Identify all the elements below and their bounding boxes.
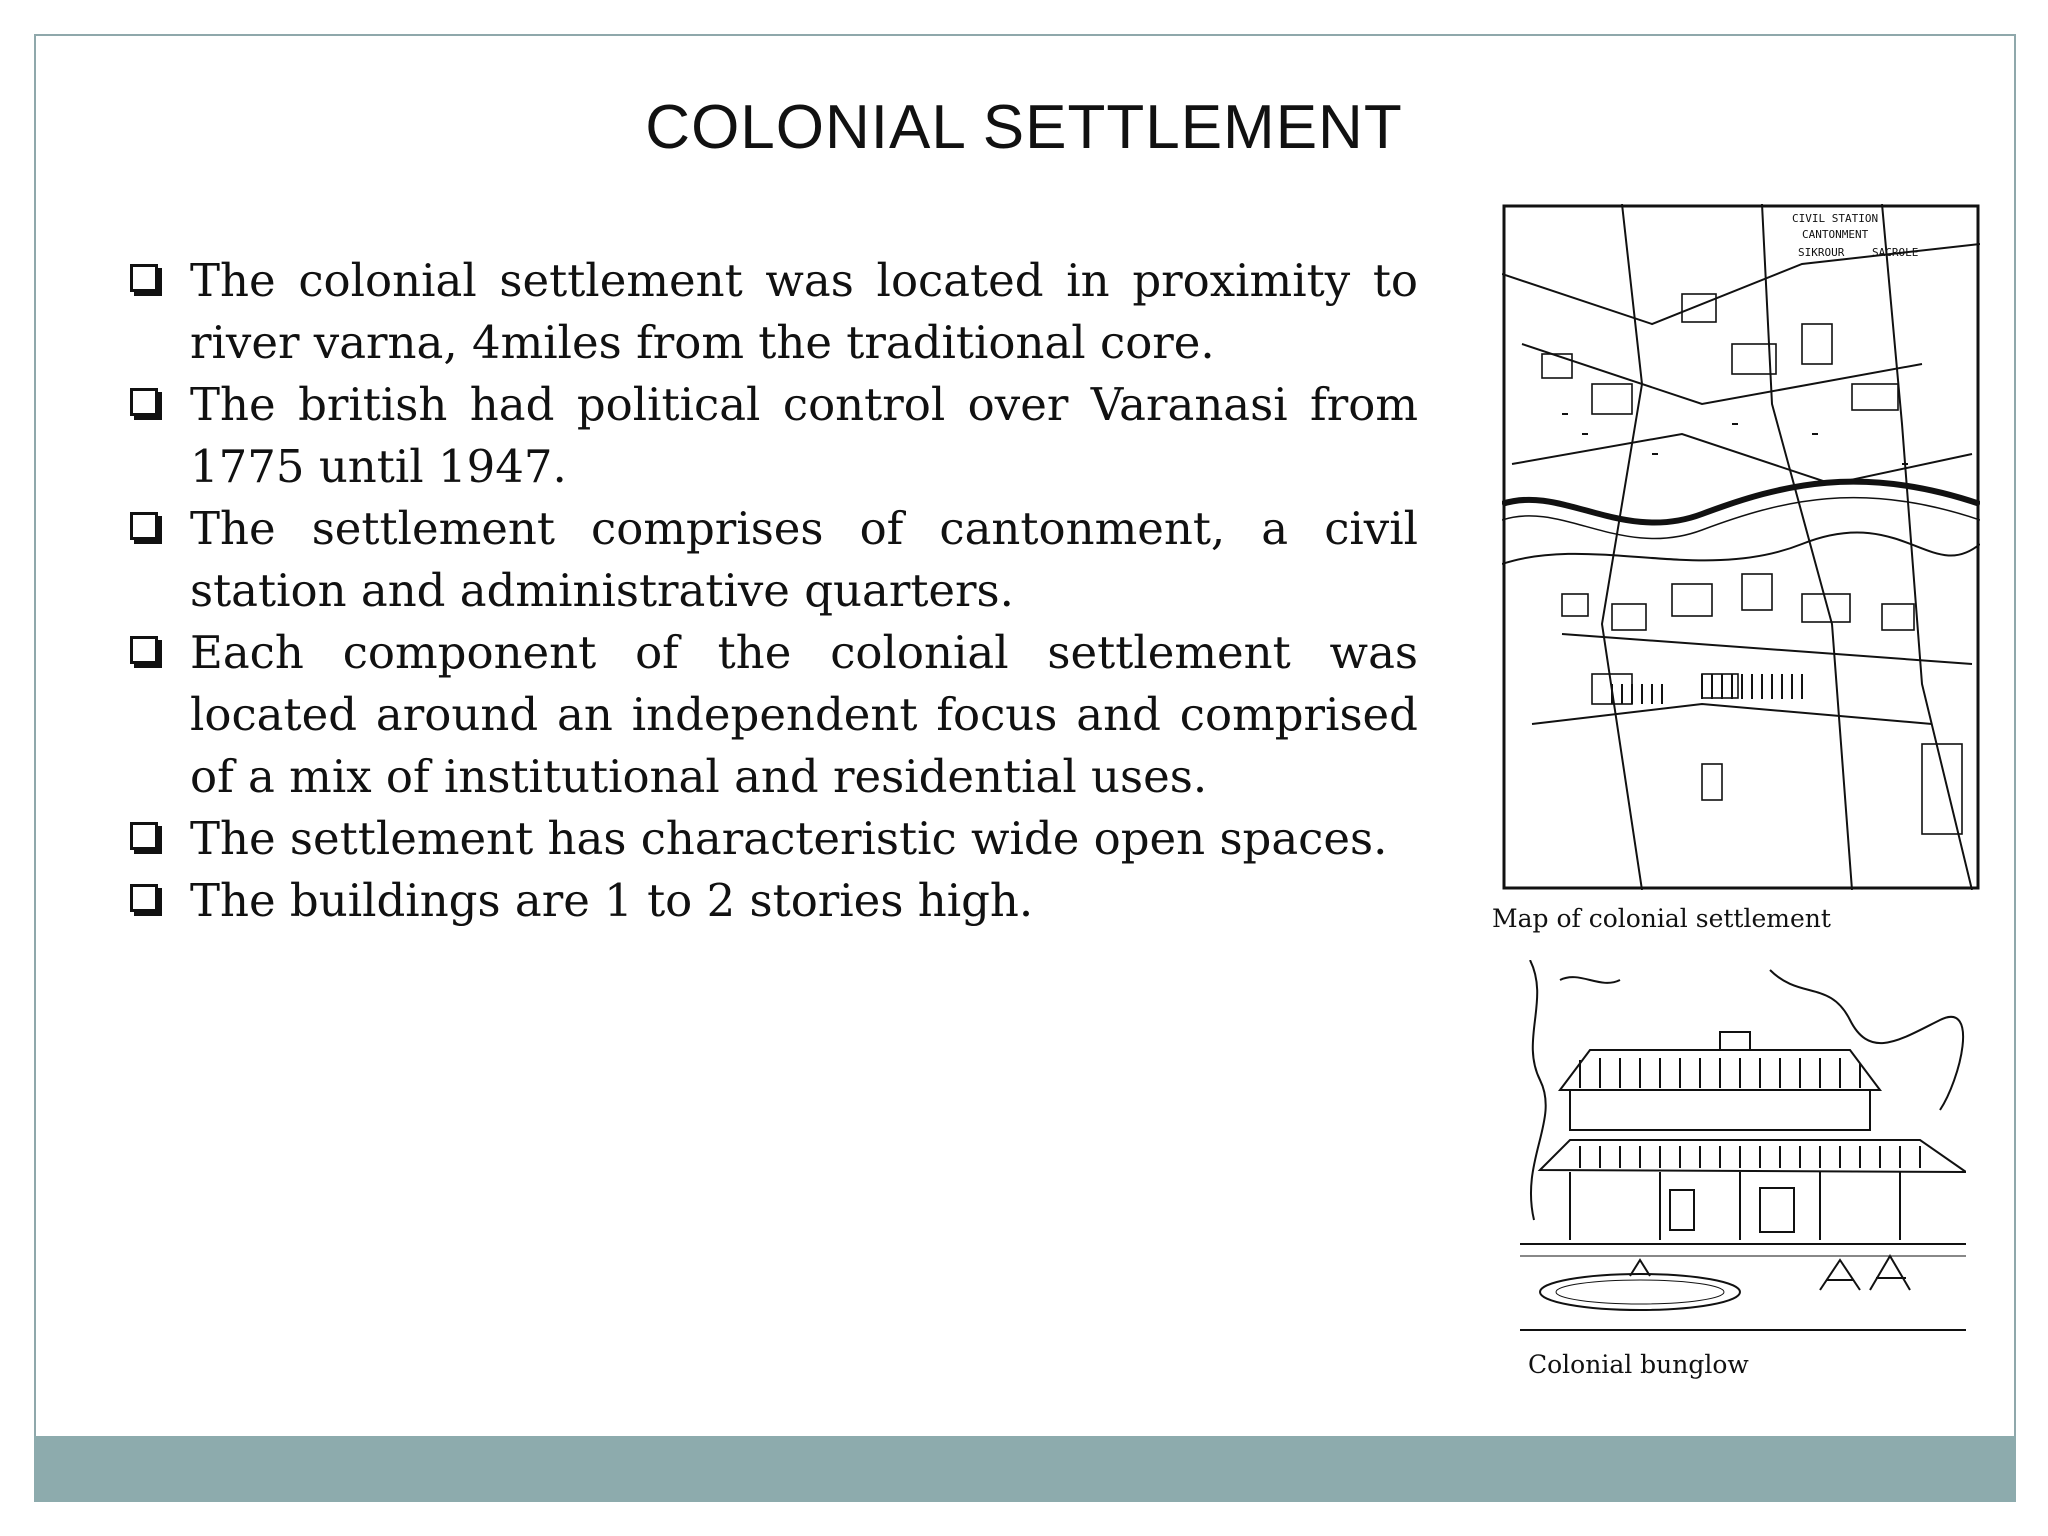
map-label: CANTONMENT	[1802, 228, 1869, 241]
bullet-item: The colonial settlement was located in proximity to river varna, 4miles from the traditional core.	[128, 250, 1418, 374]
bullet-item: Each component of the colonial settlement was located around an independent focus and comprised of a mix of institutional and residential uses.	[128, 622, 1418, 808]
footer-bar	[34, 1436, 2016, 1502]
checkbox-bullet-icon	[130, 822, 158, 850]
bullet-item: The british had political control over Varanasi from 1775 until 1947.	[128, 374, 1418, 498]
checkbox-bullet-icon	[130, 388, 158, 416]
checkbox-bullet-icon	[130, 512, 158, 540]
slide-title: COLONIAL SETTLEMENT	[645, 93, 1403, 162]
checkbox-bullet-icon	[130, 264, 158, 292]
map-label: CIVIL STATION	[1792, 212, 1879, 225]
checkbox-bullet-icon	[130, 884, 158, 912]
bullet-item: The settlement has characteristic wide open spaces.	[128, 808, 1418, 870]
settlement-map-image	[1502, 204, 1980, 890]
bungalow-sketch-image	[1520, 960, 1966, 1340]
bullet-list	[128, 250, 1418, 932]
bullet-item: The settlement comprises of cantonment, a civil station and administrative quarters.	[128, 498, 1418, 622]
map-caption: Map of colonial settlement	[1492, 904, 1831, 933]
bullet-item: The buildings are 1 to 2 stories high.	[128, 870, 1418, 932]
map-label: SACROLE	[1872, 246, 1919, 259]
map-label: SIKROUR	[1798, 246, 1845, 259]
bungalow-caption: Colonial bunglow	[1528, 1350, 1749, 1379]
checkbox-bullet-icon	[130, 636, 158, 664]
